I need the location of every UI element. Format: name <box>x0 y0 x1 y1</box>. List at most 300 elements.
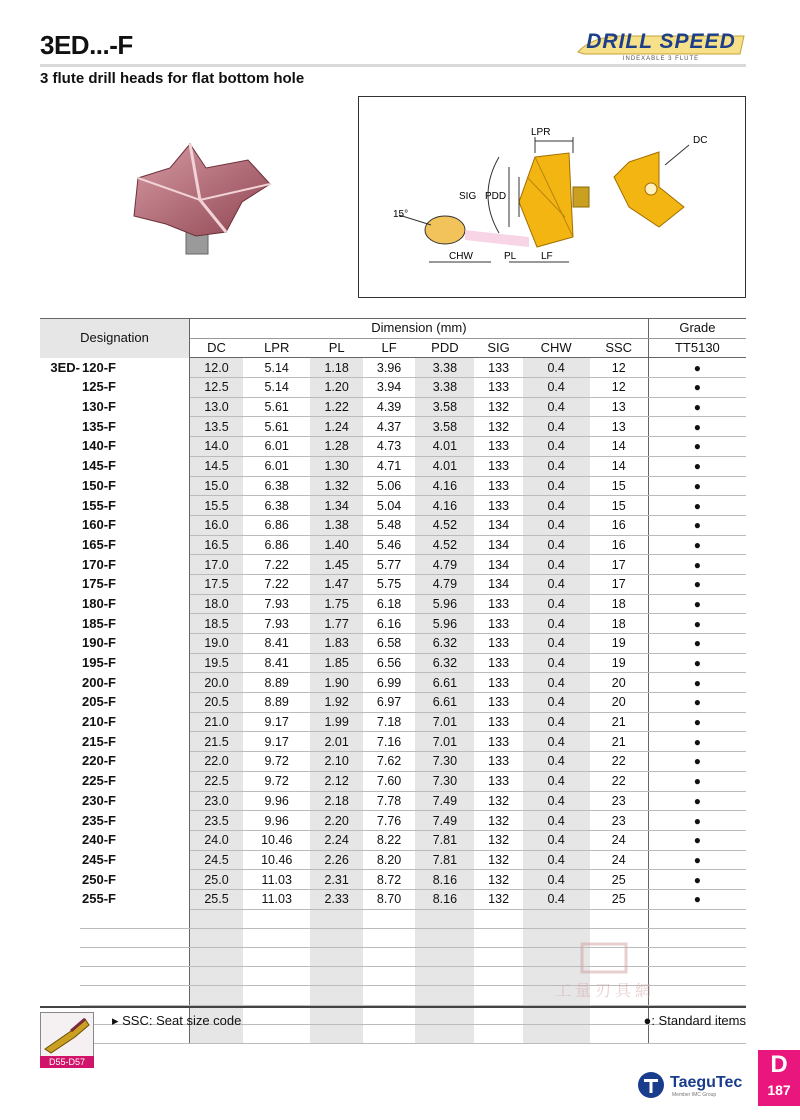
cell-lf: 8.70 <box>363 889 415 909</box>
cell-chw: 0.4 <box>523 693 590 713</box>
cell-sig: 134 <box>474 535 522 555</box>
empty-cell <box>40 948 80 967</box>
cell-sig: 132 <box>474 811 522 831</box>
watermark <box>530 942 680 1012</box>
brand-subtext: Member IMC Group <box>672 1092 717 1098</box>
cell-sig: 134 <box>474 555 522 575</box>
cell-pl: 1.34 <box>310 496 362 516</box>
column-header-dc: DC <box>190 338 244 358</box>
cell-lpr: 11.03 <box>243 889 310 909</box>
cell-sig: 133 <box>474 771 522 791</box>
cell-ssc: 24 <box>590 850 649 870</box>
designation-code: 230-F <box>80 791 190 811</box>
grade-availability: ● <box>648 732 746 752</box>
cell-pl: 1.85 <box>310 653 362 673</box>
empty-cell <box>190 928 244 947</box>
cell-pl: 1.99 <box>310 712 362 732</box>
cell-pdd: 4.01 <box>415 437 474 457</box>
designation-prefix <box>40 397 80 417</box>
empty-cell <box>474 948 522 967</box>
designation-prefix <box>40 555 80 575</box>
dimension-header: Dimension (mm) <box>190 319 649 339</box>
page-number: 187 <box>767 1082 791 1098</box>
cell-pl: 1.30 <box>310 456 362 476</box>
label-dc: DC <box>693 135 708 146</box>
cell-chw: 0.4 <box>523 712 590 732</box>
designation-prefix <box>40 811 80 831</box>
cell-sig: 133 <box>474 752 522 772</box>
grade-availability: ● <box>648 555 746 575</box>
table-row <box>40 535 746 555</box>
empty-cell <box>40 986 80 1005</box>
cell-chw: 0.4 <box>523 574 590 594</box>
grade-availability: ● <box>648 850 746 870</box>
cell-pdd: 4.52 <box>415 535 474 555</box>
table-row <box>40 594 746 614</box>
cell-dc: 21.5 <box>190 732 244 752</box>
cell-dc: 20.0 <box>190 673 244 693</box>
cell-lf: 5.06 <box>363 476 415 496</box>
cell-pdd: 7.30 <box>415 752 474 772</box>
designation-prefix <box>40 771 80 791</box>
cell-chw: 0.4 <box>523 535 590 555</box>
cell-pl: 1.20 <box>310 378 362 398</box>
cell-lpr: 9.17 <box>243 732 310 752</box>
cell-dc: 14.0 <box>190 437 244 457</box>
grade-availability: ● <box>648 673 746 693</box>
cell-lf: 7.62 <box>363 752 415 772</box>
cell-lf: 5.75 <box>363 574 415 594</box>
cell-chw: 0.4 <box>523 653 590 673</box>
designation-code: 145-F <box>80 456 190 476</box>
cell-lpr: 5.61 <box>243 397 310 417</box>
cell-chw: 0.4 <box>523 456 590 476</box>
cell-dc: 20.5 <box>190 693 244 713</box>
empty-cell <box>363 967 415 986</box>
cell-chw: 0.4 <box>523 594 590 614</box>
cell-sig: 133 <box>474 614 522 634</box>
designation-prefix <box>40 496 80 516</box>
cell-sig: 133 <box>474 693 522 713</box>
cell-chw: 0.4 <box>523 850 590 870</box>
cell-pdd: 3.58 <box>415 417 474 437</box>
label-lf: LF <box>541 251 553 262</box>
empty-cell <box>415 909 474 928</box>
cell-chw: 0.4 <box>523 515 590 535</box>
designation-code: 165-F <box>80 535 190 555</box>
designation-prefix <box>40 535 80 555</box>
cell-ssc: 21 <box>590 732 649 752</box>
empty-cell <box>474 967 522 986</box>
empty-cell <box>310 928 362 947</box>
cell-sig: 133 <box>474 378 522 398</box>
designation-code: 125-F <box>80 378 190 398</box>
empty-cell <box>363 928 415 947</box>
empty-cell <box>80 986 190 1005</box>
cell-pl: 1.32 <box>310 476 362 496</box>
cell-ssc: 13 <box>590 397 649 417</box>
grade-availability: ● <box>648 653 746 673</box>
cell-dc: 12.0 <box>190 358 244 378</box>
empty-cell <box>310 967 362 986</box>
empty-cell <box>243 948 310 967</box>
designation-prefix <box>40 673 80 693</box>
table-row <box>40 830 746 850</box>
label-angle: 15° <box>393 209 409 220</box>
empty-cell <box>523 1024 590 1043</box>
empty-cell <box>243 1024 310 1043</box>
spec-table-body <box>40 358 746 1044</box>
grade-availability: ● <box>648 634 746 654</box>
grade-availability: ● <box>648 378 746 398</box>
cell-ssc: 14 <box>590 437 649 457</box>
cell-lf: 7.16 <box>363 732 415 752</box>
grade-availability: ● <box>648 515 746 535</box>
designation-code: 170-F <box>80 555 190 575</box>
table-row <box>40 417 746 437</box>
designation-prefix <box>40 712 80 732</box>
designation-code: 220-F <box>80 752 190 772</box>
cell-lf: 8.20 <box>363 850 415 870</box>
cell-ssc: 12 <box>590 358 649 378</box>
designation-prefix <box>40 830 80 850</box>
cell-pdd: 4.16 <box>415 496 474 516</box>
designation-code: 150-F <box>80 476 190 496</box>
cell-chw: 0.4 <box>523 378 590 398</box>
cell-sig: 133 <box>474 653 522 673</box>
cell-pdd: 7.49 <box>415 791 474 811</box>
empty-cell <box>310 909 362 928</box>
cell-ssc: 22 <box>590 771 649 791</box>
empty-cell <box>243 967 310 986</box>
label-pl: PL <box>504 251 517 262</box>
designation-prefix <box>40 653 80 673</box>
grade-header: Grade <box>648 319 746 339</box>
empty-cell <box>190 948 244 967</box>
cell-ssc: 18 <box>590 594 649 614</box>
cell-lpr: 11.03 <box>243 870 310 890</box>
title-rule <box>40 64 746 67</box>
designation-code: 185-F <box>80 614 190 634</box>
cell-lf: 5.04 <box>363 496 415 516</box>
cell-pdd: 6.61 <box>415 673 474 693</box>
cell-sig: 133 <box>474 496 522 516</box>
cell-pl: 1.24 <box>310 417 362 437</box>
cell-ssc: 15 <box>590 476 649 496</box>
table-row <box>40 752 746 772</box>
cell-pdd: 5.96 <box>415 594 474 614</box>
cell-sig: 132 <box>474 870 522 890</box>
designation-code: 140-F <box>80 437 190 457</box>
taegutec-logo-icon <box>636 1070 666 1100</box>
cell-ssc: 23 <box>590 791 649 811</box>
cell-sig: 133 <box>474 594 522 614</box>
grade-availability: ● <box>648 456 746 476</box>
cell-pdd: 8.16 <box>415 889 474 909</box>
grade-availability: ● <box>648 693 746 713</box>
cell-pdd: 7.81 <box>415 830 474 850</box>
cell-sig: 132 <box>474 850 522 870</box>
cell-lf: 8.22 <box>363 830 415 850</box>
designation-prefix <box>40 378 80 398</box>
cell-chw: 0.4 <box>523 496 590 516</box>
cell-lf: 6.56 <box>363 653 415 673</box>
cell-dc: 19.0 <box>190 634 244 654</box>
empty-cell <box>648 909 746 928</box>
cell-chw: 0.4 <box>523 889 590 909</box>
cell-lpr: 9.96 <box>243 791 310 811</box>
empty-cell <box>363 986 415 1005</box>
empty-cell <box>190 986 244 1005</box>
empty-cell <box>590 909 649 928</box>
category-page-range: D55-D57 <box>40 1056 94 1068</box>
empty-cell <box>310 948 362 967</box>
table-row <box>40 712 746 732</box>
cell-lpr: 8.41 <box>243 653 310 673</box>
label-pdd: PDD <box>485 191 507 202</box>
grade-availability: ● <box>648 496 746 516</box>
empty-cell <box>243 928 310 947</box>
cell-pdd: 6.32 <box>415 653 474 673</box>
cell-dc: 22.0 <box>190 752 244 772</box>
cell-lpr: 9.17 <box>243 712 310 732</box>
empty-cell <box>363 909 415 928</box>
cell-lf: 3.94 <box>363 378 415 398</box>
designation-code: 225-F <box>80 771 190 791</box>
empty-cell <box>363 1024 415 1043</box>
column-header-sig: SIG <box>474 338 522 358</box>
cell-pdd: 7.81 <box>415 850 474 870</box>
cell-lf: 8.72 <box>363 870 415 890</box>
cell-pdd: 3.38 <box>415 358 474 378</box>
cell-lf: 7.78 <box>363 791 415 811</box>
grade-availability: ● <box>648 358 746 378</box>
cell-lpr: 6.01 <box>243 437 310 457</box>
cell-pl: 1.18 <box>310 358 362 378</box>
watermark-logo-icon <box>530 942 680 978</box>
cell-sig: 133 <box>474 358 522 378</box>
cell-lf: 7.18 <box>363 712 415 732</box>
designation-prefix <box>40 614 80 634</box>
cell-chw: 0.4 <box>523 614 590 634</box>
empty-cell <box>415 1024 474 1043</box>
cell-pdd: 7.01 <box>415 712 474 732</box>
cell-pl: 2.26 <box>310 850 362 870</box>
grade-availability: ● <box>648 614 746 634</box>
cell-pdd: 8.16 <box>415 870 474 890</box>
cell-sig: 133 <box>474 712 522 732</box>
cell-pdd: 6.61 <box>415 693 474 713</box>
designation-prefix <box>40 850 80 870</box>
cell-dc: 19.5 <box>190 653 244 673</box>
cell-ssc: 17 <box>590 555 649 575</box>
designation-prefix <box>40 417 80 437</box>
cell-dc: 17.5 <box>190 574 244 594</box>
table-row <box>40 476 746 496</box>
cell-sig: 134 <box>474 574 522 594</box>
spec-table <box>40 318 746 1044</box>
cell-chw: 0.4 <box>523 752 590 772</box>
cell-chw: 0.4 <box>523 791 590 811</box>
cell-lf: 4.37 <box>363 417 415 437</box>
cell-lpr: 9.96 <box>243 811 310 831</box>
table-row <box>40 574 746 594</box>
column-header-chw: CHW <box>523 338 590 358</box>
grade-availability: ● <box>648 830 746 850</box>
designation-prefix <box>40 437 80 457</box>
cell-chw: 0.4 <box>523 634 590 654</box>
cell-ssc: 21 <box>590 712 649 732</box>
watermark-text: 工量刃具網 <box>554 983 655 1000</box>
cell-pl: 2.01 <box>310 732 362 752</box>
grade-availability: ● <box>648 535 746 555</box>
cell-lpr: 6.01 <box>243 456 310 476</box>
cell-pdd: 6.32 <box>415 634 474 654</box>
column-header-pdd: PDD <box>415 338 474 358</box>
cell-ssc: 23 <box>590 811 649 831</box>
cell-ssc: 22 <box>590 752 649 772</box>
cell-dc: 23.0 <box>190 791 244 811</box>
cell-pdd: 4.01 <box>415 456 474 476</box>
cell-chw: 0.4 <box>523 397 590 417</box>
table-row <box>40 437 746 457</box>
cell-chw: 0.4 <box>523 830 590 850</box>
grade-name-header: TT5130 <box>648 338 746 358</box>
table-row <box>40 791 746 811</box>
table-row <box>40 870 746 890</box>
cell-pdd: 4.52 <box>415 515 474 535</box>
cell-ssc: 20 <box>590 693 649 713</box>
cell-lpr: 7.93 <box>243 594 310 614</box>
table-row <box>40 732 746 752</box>
table-row <box>40 456 746 476</box>
designation-code: 255-F <box>80 889 190 909</box>
cell-sig: 132 <box>474 791 522 811</box>
cell-ssc: 19 <box>590 653 649 673</box>
table-row <box>40 673 746 693</box>
triangle-bullet-icon: ▸ <box>112 1013 123 1028</box>
empty-cell <box>474 986 522 1005</box>
cell-pdd: 4.79 <box>415 555 474 575</box>
empty-cell <box>40 909 80 928</box>
taegutec-brand <box>636 1070 756 1100</box>
cell-dc: 25.5 <box>190 889 244 909</box>
table-row <box>40 358 746 378</box>
cell-sig: 133 <box>474 456 522 476</box>
table-row <box>40 397 746 417</box>
section-letter: D <box>770 1051 788 1078</box>
cell-pl: 1.92 <box>310 693 362 713</box>
cell-pl: 1.75 <box>310 594 362 614</box>
cell-sig: 133 <box>474 673 522 693</box>
designation-code: 210-F <box>80 712 190 732</box>
brand-name: TaeguTec <box>670 1074 743 1091</box>
cell-lf: 3.96 <box>363 358 415 378</box>
empty-cell <box>363 948 415 967</box>
empty-cell <box>474 1024 522 1043</box>
cell-lpr: 5.14 <box>243 378 310 398</box>
grade-availability: ● <box>648 476 746 496</box>
grade-availability: ● <box>648 811 746 831</box>
diagram-drawing <box>359 97 747 299</box>
designation-prefix <box>40 732 80 752</box>
grade-availability: ● <box>648 437 746 457</box>
table-row <box>40 771 746 791</box>
table-row <box>40 496 746 516</box>
label-lpr: LPR <box>531 127 551 138</box>
cell-lf: 5.46 <box>363 535 415 555</box>
table-row <box>40 889 746 909</box>
label-chw: CHW <box>449 251 473 262</box>
cell-sig: 134 <box>474 515 522 535</box>
empty-cell <box>243 986 310 1005</box>
cell-lpr: 8.89 <box>243 693 310 713</box>
cell-lf: 7.60 <box>363 771 415 791</box>
table-row <box>40 614 746 634</box>
cell-dc: 16.5 <box>190 535 244 555</box>
cell-pdd: 4.79 <box>415 574 474 594</box>
cell-dc: 13.0 <box>190 397 244 417</box>
cell-sig: 132 <box>474 397 522 417</box>
empty-cell <box>40 967 80 986</box>
empty-cell <box>190 967 244 986</box>
column-header-lpr: LPR <box>243 338 310 358</box>
empty-cell <box>40 928 80 947</box>
grade-availability: ● <box>648 397 746 417</box>
cell-lpr: 7.22 <box>243 555 310 575</box>
grade-availability: ● <box>648 889 746 909</box>
cell-dc: 15.0 <box>190 476 244 496</box>
cell-ssc: 12 <box>590 378 649 398</box>
cell-pl: 1.40 <box>310 535 362 555</box>
cell-dc: 18.0 <box>190 594 244 614</box>
cell-pl: 2.20 <box>310 811 362 831</box>
cell-pl: 2.24 <box>310 830 362 850</box>
cell-lf: 7.76 <box>363 811 415 831</box>
page-subtitle: 3 flute drill heads for flat bottom hole <box>40 70 305 87</box>
cell-pdd: 3.38 <box>415 378 474 398</box>
empty-cell <box>310 1024 362 1043</box>
cell-sig: 133 <box>474 437 522 457</box>
cell-lpr: 6.38 <box>243 496 310 516</box>
designation-code: 250-F <box>80 870 190 890</box>
empty-cell <box>243 909 310 928</box>
cell-sig: 132 <box>474 417 522 437</box>
designation-code: 155-F <box>80 496 190 516</box>
cell-dc: 18.5 <box>190 614 244 634</box>
empty-cell <box>474 909 522 928</box>
drill-speed-logo <box>574 30 748 64</box>
cell-sig: 133 <box>474 476 522 496</box>
column-header-ssc: SSC <box>590 338 649 358</box>
cell-ssc: 18 <box>590 614 649 634</box>
cell-sig: 133 <box>474 634 522 654</box>
cell-ssc: 25 <box>590 870 649 890</box>
designation-prefix <box>40 752 80 772</box>
standard-items-footnote: ●: Standard items <box>643 1013 746 1028</box>
designation-code: 160-F <box>80 515 190 535</box>
table-row <box>40 811 746 831</box>
cell-pl: 2.31 <box>310 870 362 890</box>
empty-row <box>40 909 746 928</box>
grade-availability: ● <box>648 712 746 732</box>
cell-chw: 0.4 <box>523 732 590 752</box>
cell-chw: 0.4 <box>523 437 590 457</box>
cell-lpr: 5.61 <box>243 417 310 437</box>
empty-cell <box>80 909 190 928</box>
cell-ssc: 14 <box>590 456 649 476</box>
designation-prefix <box>40 515 80 535</box>
